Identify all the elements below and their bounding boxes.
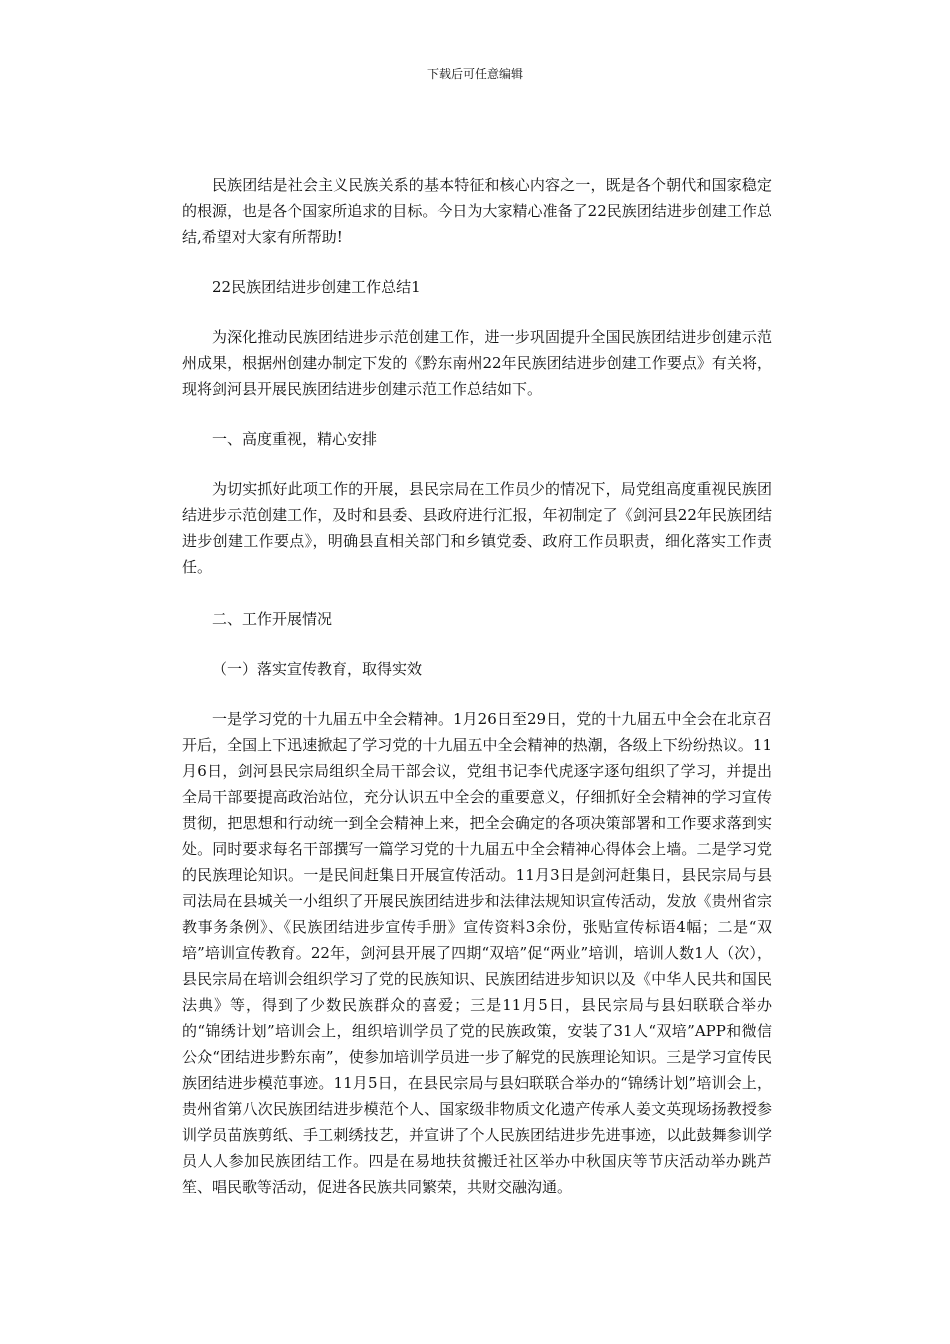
section-title: 22民族团结进步创建工作总结1 [212,278,421,296]
intro-paragraph: 民族团结是社会主义民族关系的基本特征和核心内容之一，既是各个朝代和国家稳定的根源，也是各个国家所追求的目标。今日为大家精心准备了22民族团结进步创建工作总结,希望对大家有所帮助! [182,176,772,246]
page-header: 下载后可任意编辑 [426,67,523,81]
document-body [182,172,772,1200]
heading-one: 一、高度重视，精心安排 [212,430,378,448]
education-paragraph: 一是学习党的十九届五中全会精神。1月26日至29日，党的十九届五中全会在北京召开后，全国上下迅速掀起了学习党的十九届五中全会精神的热潮，各级上下纷纷热议。11月6日，剑河县民宗局组织全局干部会议，党组书记李代虎逐字逐句组织了学习，并提出全局干部要提高政治站位，充分认识五中全会的重要意义，仔细抓好全会精神的学习宣传贯彻，把思想和行动统一到全会精神上来，把全会确定的各项决策部署和工作要求落到实处。同时要求每名干部撰写一篇学习党的十九届五中全会精神心得体会上墙。二是学习党的民族理论知识。一是民间赶集日开展宣传活动。11月3日是剑河赶集日，县民宗局与县司法局在县城关一小组织了开展民族团结进步和法律法规知识宣传活动，发放《贵州省宗教事务条例》、《民族团结进步宣传手册》宣传资料3余份，张贴宣传标语4幅；二是“双培”培训宣传教育。22年，剑河县开展了四期“双培”促“两业”培训，培训人数1人（次），县民宗局在培训会组织学习了党的民族知识、民族团结进步知识以及《中华人民共和国民法典》等，得到了少数民族群众的喜爱；三是11月5日，县民宗局与县妇联联合举办的“锦绣计划”培训会上，组织培训学员了党的民族政策，安装了31人“双培”APP和微信公众“团结进步黔东南”，使参加培训学员进一步了解党的民族理论知识。三是学习宣传民族团结进步模范事迹。11月5日，在县民宗局与县妇联联合举办的“锦绣计划”培训会上，贵州省第八次民族团结进步模范个人、国家级非物质文化遗产传承人姜文英现场扬教授参训学员苗族剪纸、手工刺绣技艺，并宣讲了个人民族团结进步先进事迹，以此鼓舞参训学员人人参加民族团结工作。四是在易地扶贫搬迁社区举办中秋国庆等节庆活动举办跳芦笙、唱民歌等活动，促进各民族共同繁荣，共财交融沟通。 [182,710,772,1196]
subheading-one: （一）落实宣传教育，取得实效 [212,660,423,678]
overview-paragraph: 为深化推动民族团结进步示范创建工作，进一步巩固提升全国民族团结进步创建示范州成果，根据州创建办制定下发的《黔东南州22年民族团结进步创建工作要点》有关将，现将剑河县开展民族团结进步创建示范工作总结如下。 [182,328,772,398]
arrangement-paragraph: 为切实抓好此项工作的开展，县民宗局在工作员少的情况下，局党组高度重视民族团结进步示范创建工作，及时和县委、县政府进行汇报，年初制定了《剑河县22年民族团结进步创建工作要点》，明确县直相关部门和乡镇党委、政府工作员职责，细化落实工作责任。 [182,480,772,576]
heading-two: 二、工作开展情况 [212,610,333,628]
